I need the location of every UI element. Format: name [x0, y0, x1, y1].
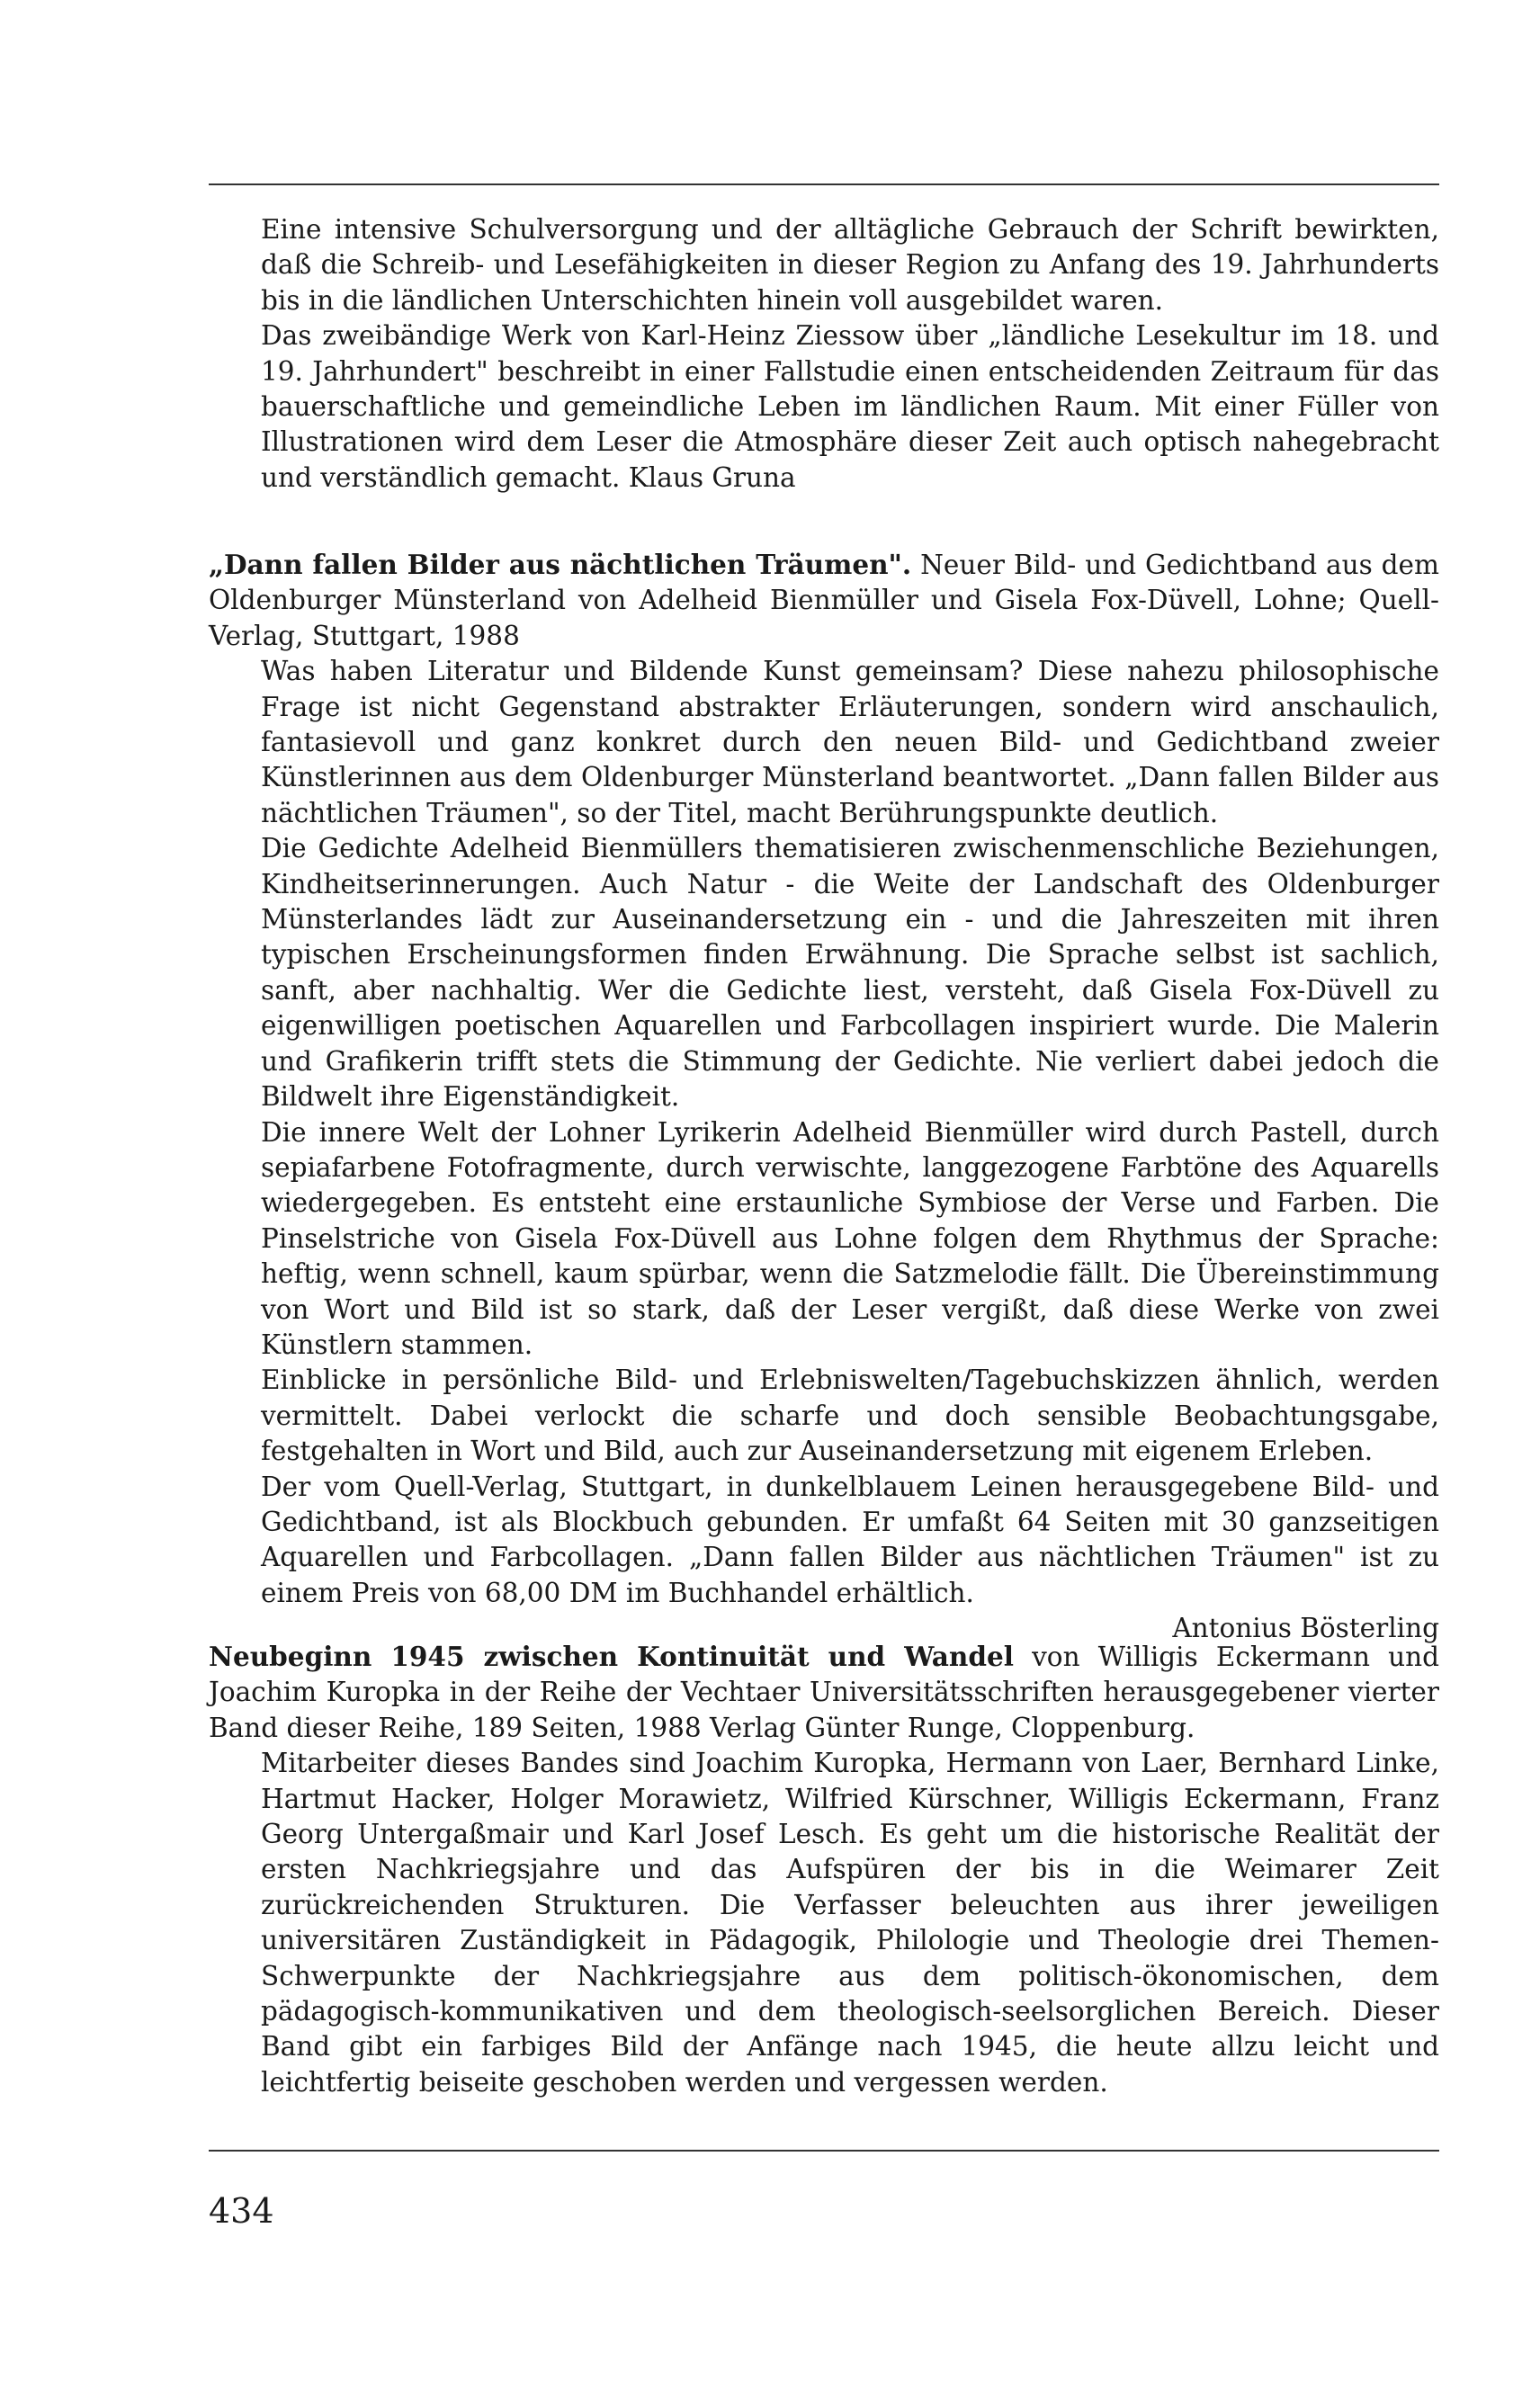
bottom-rule: [209, 2150, 1439, 2152]
review-klaus-gruna: [209, 212, 1439, 496]
review-paragraph: [209, 318, 1439, 496]
review-author: Klaus Gruna: [628, 461, 796, 493]
review-paragraph: Die innere Welt der Lohner Lyrikerin Adelheid Bienmüller wird durch Pastell, durch sepiafarbene Fotofragmente, durch verwischte, langgezogene Farbtöne des Aquarells wiedergegeben. Es entsteht eine erstaunliche Symbiose der Verse und Farben. Die Pinselstriche von Gisela Fox-Düvell aus Lohne folgen dem Rhythmus der Sprache: heftig, wenn schnell, kaum spürbar, wenn die Satzmelodie fällt. Die Übereinstimmung von Wort und Bild ist so stark, daß der Leser vergißt, daß diese Werke von zwei Künstlern stammen.: [261, 1116, 1439, 1360]
top-rule: [209, 183, 1439, 185]
page-number: 434: [209, 2191, 274, 2231]
review-paragraph: Die Gedichte Adelheid Bienmüllers thematisieren zwischenmenschliche Beziehungen, Kindheitserinnerungen. Auch Natur - die Weite der Landschaft des Oldenburger Münsterlandes lädt zur Auseinandersetzung ein - und die Jahreszeiten mit ihren typischen Erscheinungsformen finden Erwähnung. Die Sprache selbst ist sachlich, sanft, aber nachhaltig. Wer die Gedichte liest, versteht, daß Gisela Fox-Düvell zu eigenwilligen poetischen Aquarellen und Farbcollagen inspiriert wurde. Die Malerin und Grafikerin trifft stets die Stimmung der Gedichte. Nie verliert dabei jedoch die Bildwelt ihre Eigenständigkeit.: [261, 833, 1439, 1113]
review-paragraph: Der vom Quell-Verlag, Stuttgart, in dunkelblauem Leinen herausgegebene Bild- und Gedichtband, ist als Blockbuch gebunden. Er umfaßt 64 Seiten mit 30 ganzseitigen Aquarellen und Farbcollagen. „Dann fallen Bilder aus nächtlichen Träumen" ist zu einem Preis von 68,00 DM im Buchhandel erhältlich.: [261, 1471, 1439, 1608]
review-heading: [209, 547, 1439, 654]
review-dann-fallen-bilder: [209, 547, 1439, 1647]
review-neubeginn-1945: [209, 1639, 1439, 2100]
book-details: von Willigis Eckermann und Joachim Kuropka in der Reihe der Vechtaer Universitätsschriften herausgegebener vierter Band dieser Reihe, 189 Seiten, 1988 Verlag Günter Runge, Cloppenburg.: [209, 1642, 1439, 1743]
review-heading: [209, 1639, 1439, 1746]
book-title: „Dann fallen Bilder aus nächtlichen Träumen".: [209, 549, 912, 580]
book-details: Neuer Bild- und Gedichtband aus dem Oldenburger Münsterland von Adelheid Bienmüller und Gisela Fox-Düvell, Lohne; Quell-Verlag, Stuttgart, 1988: [209, 550, 1439, 651]
review-author: Antonius Bösterling: [1172, 1613, 1439, 1644]
review-paragraph: Eine intensive Schulversorgung und der alltägliche Gebrauch der Schrift bewirkten, daß die Schreib- und Lesefähigkeiten in dieser Region zu Anfang des 19. Jahrhunderts bis in die ländlichen Unterschichten hinein voll ausgebildet waren.: [261, 214, 1439, 316]
review-paragraph: Mitarbeiter dieses Bandes sind Joachim Kuropka, Hermann von Laer, Bernhard Linke, Hartmut Hacker, Holger Morawietz, Wilfried Kürschner, Willigis Eckermann, Franz Georg Untergaßmair und Karl Josef Lesch. Es geht um die historische Realität der ersten Nachkriegsjahre und das Aufspüren der bis in die Weimarer Zeit zurückreichenden Strukturen. Die Verfasser beleuchten aus ihrer jeweiligen universitären Zuständigkeit in Pädagogik, Philologie und Theologie drei Themen-Schwerpunkte der Nachkriegsjahre aus dem politisch-ökonomischen, dem pädagogisch-kommunikativen und dem theologisch-seelsorglichen Bereich. Dieser Band gibt ein farbiges Bild der Anfänge nach 1945, die heute allzu leicht und leichtfertig beiseite geschoben werden und vergessen werden.: [261, 1748, 1439, 2098]
review-text: Das zweibändige Werk von Karl-Heinz Ziessow über „ländliche Lesekultur im 18. und 19. Jahrhundert" beschreibt in einer Fallstudie einen entscheidenden Zeitraum für das bauerschaftliche und gemeindliche Leben im ländlichen Raum. Mit einer Füller von Illustrationen wird dem Leser die Atmosphäre dieser Zeit auch optisch nahegebracht und verständlich gemacht.: [261, 320, 1439, 493]
review-paragraph: Einblicke in persönliche Bild- und Erlebniswelten/Tagebuchskizzen ähnlich, werden vermittelt. Dabei verlockt die scharfe und doch sensible Beobachtungsgabe, festgehalten in Wort und Bild, auch zur Auseinandersetzung mit eigenem Erleben.: [261, 1365, 1439, 1467]
review-paragraph: Was haben Literatur und Bildende Kunst gemeinsam? Diese nahezu philosophische Frage ist nicht Gegenstand abstrakter Erläuterungen, sondern wird anschaulich, fantasievoll und ganz konkret durch den neuen Bild- und Gedichtband zweier Künstlerinnen aus dem Oldenburger Münsterland beantwortet. „Dann fallen Bilder aus nächtlichen Träumen", so der Titel, macht Berührungspunkte deutlich.: [261, 656, 1439, 828]
book-title: Neubeginn 1945 zwischen Kontinuität und Wandel: [209, 1641, 1014, 1672]
